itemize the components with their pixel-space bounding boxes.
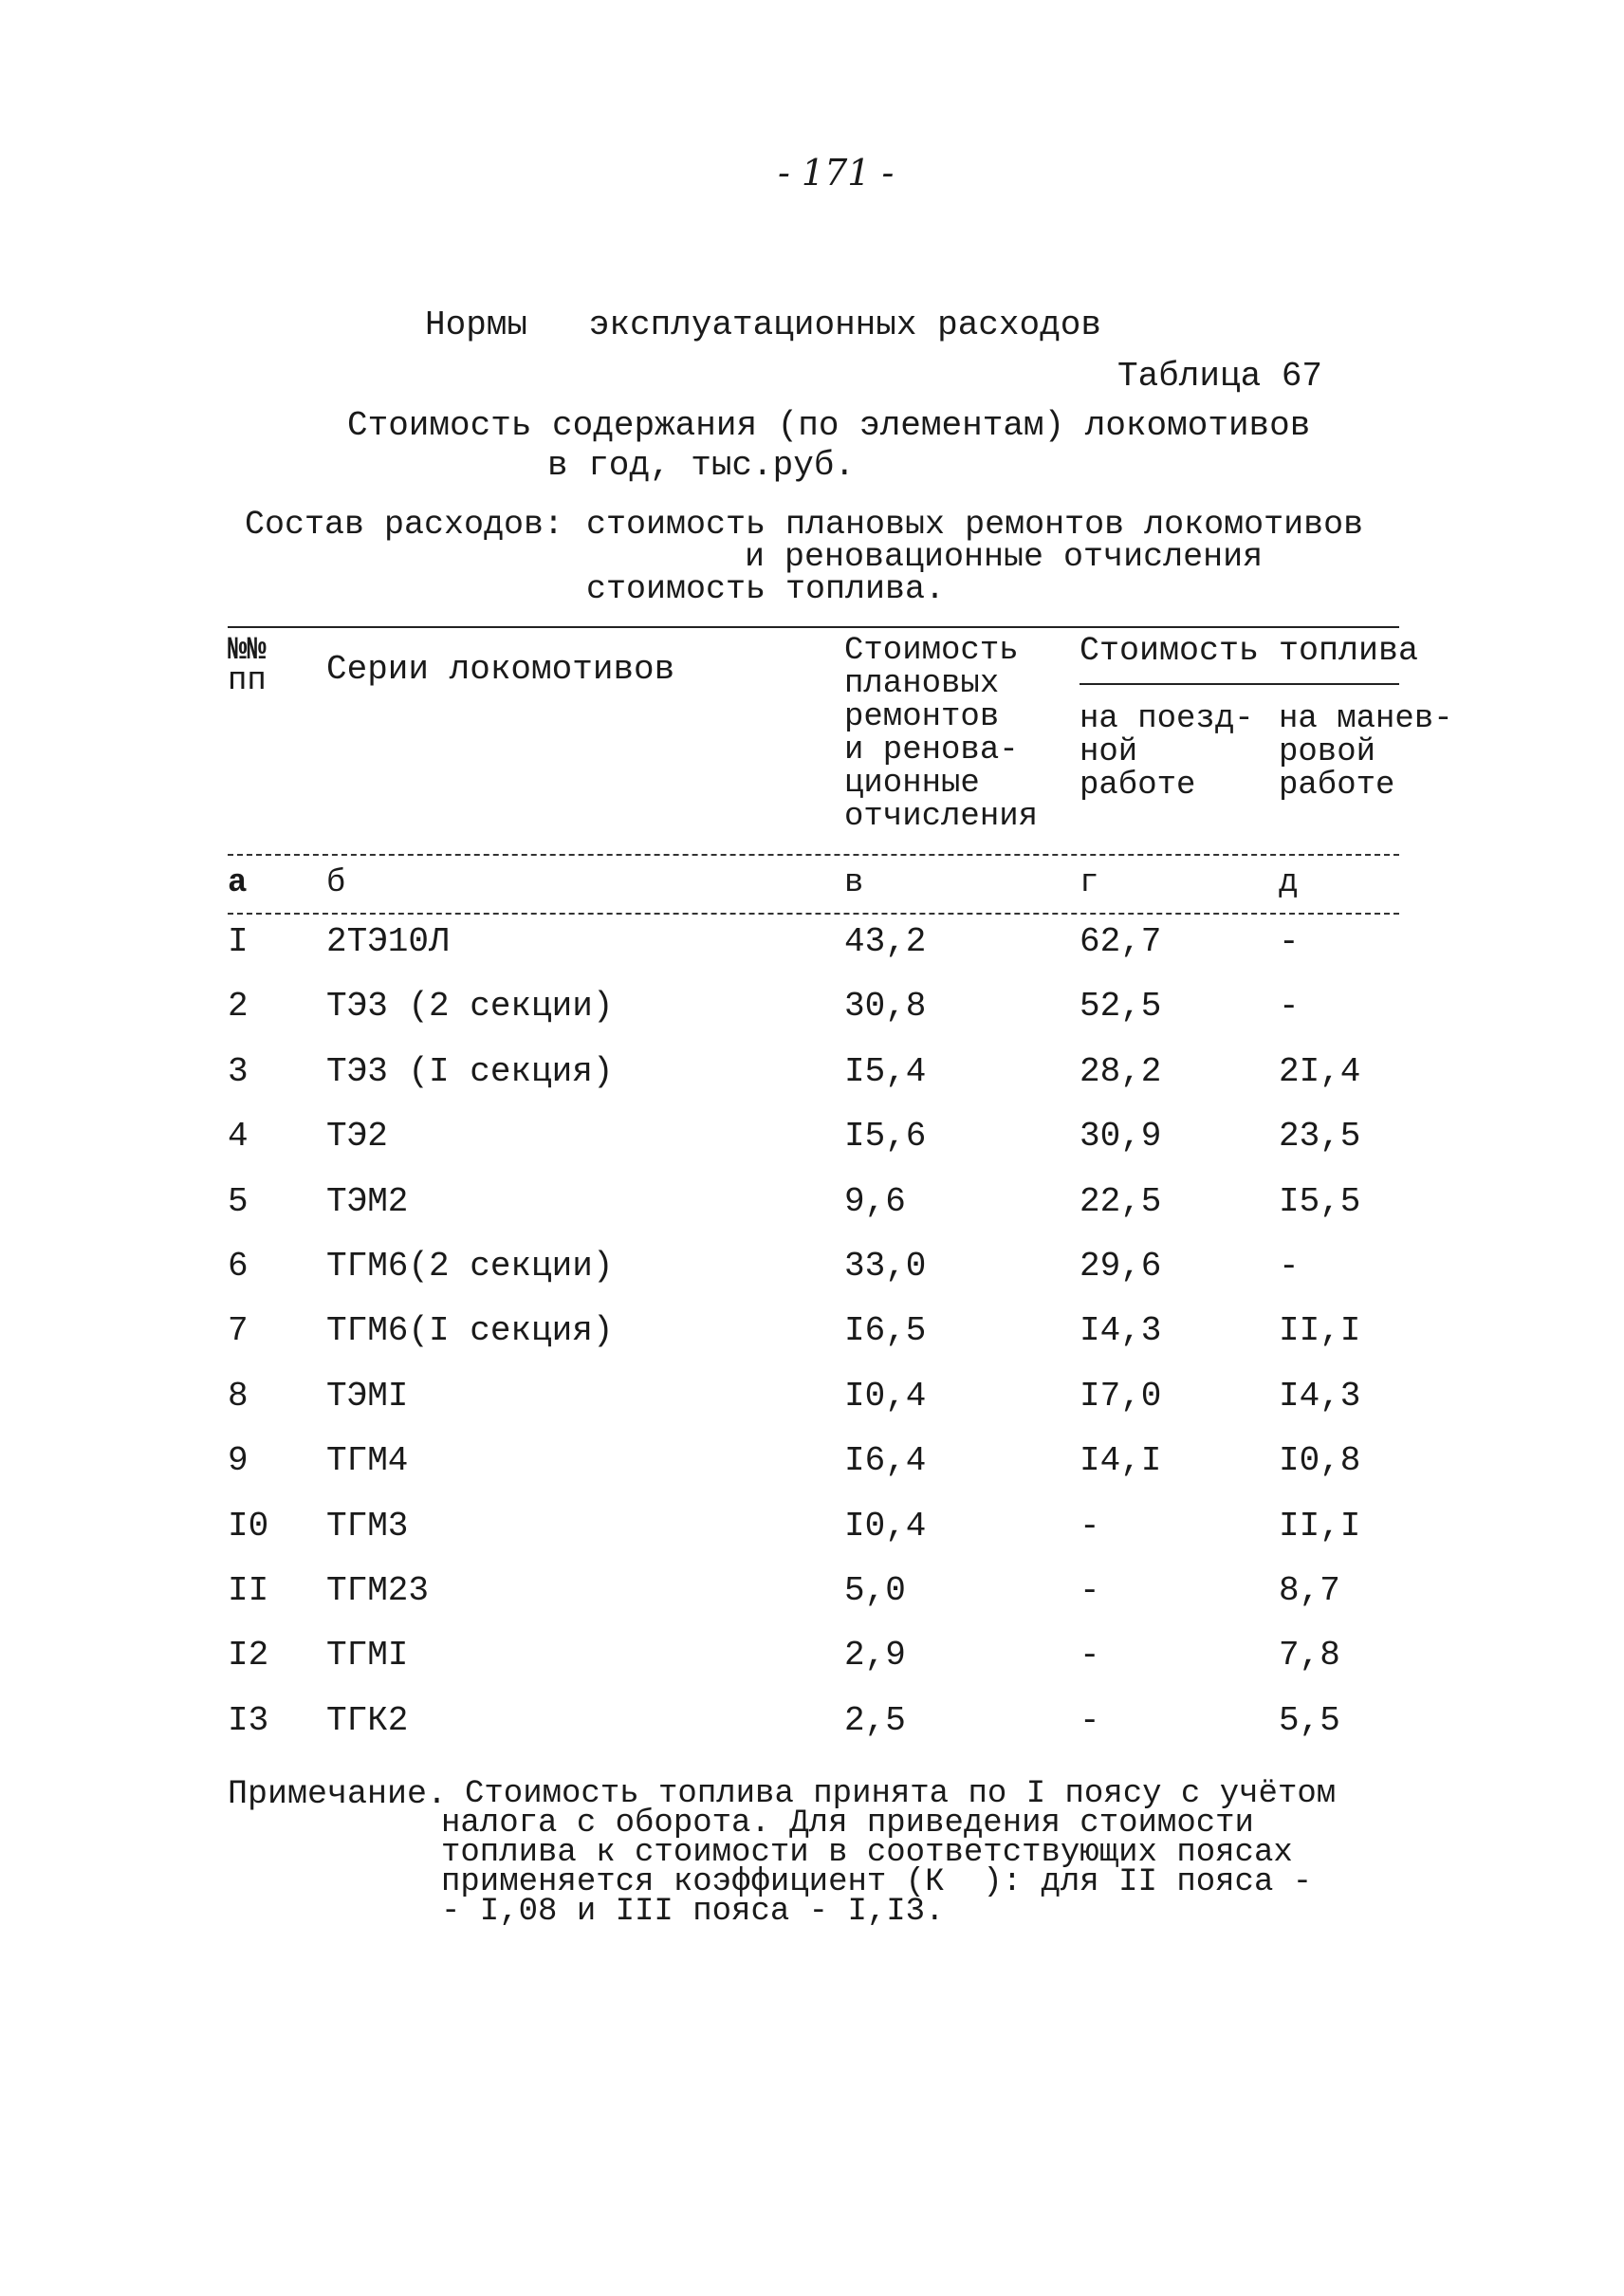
row-fuel-shunting: - xyxy=(1279,1247,1300,1286)
header-fuel-train: на поезд- xyxy=(1080,701,1254,737)
row-fuel-train: 62,7 xyxy=(1080,922,1162,961)
table-top-rule xyxy=(228,626,1399,628)
row-number: 4 xyxy=(228,1117,249,1156)
row-series: ТГМ3 xyxy=(326,1507,409,1546)
row-number: 9 xyxy=(228,1441,249,1480)
row-fuel-train: - xyxy=(1080,1636,1100,1675)
table-subtitle-line: в год, тыс.руб. xyxy=(547,446,856,485)
row-repair-cost: 30,8 xyxy=(844,987,927,1026)
column-letter: в xyxy=(844,865,864,901)
row-fuel-train: 28,2 xyxy=(1080,1052,1162,1091)
header-num: №№ xyxy=(228,633,267,669)
row-series: ТГМI xyxy=(326,1636,409,1675)
row-repair-cost: 9,6 xyxy=(844,1182,906,1221)
row-number: I0 xyxy=(228,1507,269,1546)
note-line: применяется коэффициент (К ): для II пояса - xyxy=(441,1864,1313,1900)
row-number: 5 xyxy=(228,1182,249,1221)
note-line: топлива к стоимости в соответствующих поясах xyxy=(441,1835,1293,1871)
row-fuel-shunting: - xyxy=(1279,922,1300,961)
row-fuel-shunting: 2I,4 xyxy=(1279,1052,1361,1091)
row-fuel-train: 30,9 xyxy=(1080,1117,1162,1156)
note-line: Стоимость топлива принята по I поясу с учётом xyxy=(465,1776,1337,1812)
composition-line: стоимость плановых ремонтов локомотивов xyxy=(586,506,1364,544)
row-number: 3 xyxy=(228,1052,249,1091)
header-repair: Стоимость xyxy=(844,633,1019,669)
row-repair-cost: I0,4 xyxy=(844,1507,927,1546)
header-fuel-rule xyxy=(1080,683,1399,685)
row-fuel-shunting: 23,5 xyxy=(1279,1117,1361,1156)
row-fuel-train: 22,5 xyxy=(1080,1182,1162,1221)
row-fuel-train: I7,0 xyxy=(1080,1377,1162,1416)
row-fuel-shunting: - xyxy=(1279,987,1300,1026)
row-fuel-train: - xyxy=(1080,1701,1100,1740)
row-series: ТЭМ2 xyxy=(326,1182,409,1221)
row-series: ТГМ23 xyxy=(326,1571,430,1610)
header-fuel-shunting: работе xyxy=(1279,768,1395,804)
header-fuel-train: работе xyxy=(1080,768,1196,804)
note-line: налога с оборота. Для приведения стоимости xyxy=(441,1805,1254,1842)
row-repair-cost: 43,2 xyxy=(844,922,927,961)
row-series: ТГМ4 xyxy=(326,1441,409,1480)
row-repair-cost: I6,5 xyxy=(844,1311,927,1350)
row-repair-cost: 33,0 xyxy=(844,1247,927,1286)
composition-label: Состав расходов: xyxy=(245,506,564,544)
column-letter: а xyxy=(228,865,248,901)
row-repair-cost: 2,5 xyxy=(844,1701,906,1740)
column-letter: б xyxy=(326,865,346,901)
row-fuel-train: 29,6 xyxy=(1080,1247,1162,1286)
table-subtitle-line: Стоимость содержания (по элементам) локомотивов xyxy=(347,406,1311,445)
row-fuel-shunting: 7,8 xyxy=(1279,1636,1340,1675)
row-number: I3 xyxy=(228,1701,269,1740)
row-number: I2 xyxy=(228,1636,269,1675)
row-series: ТЭ3 (I секция) xyxy=(326,1052,614,1091)
row-fuel-shunting: II,I xyxy=(1279,1507,1361,1546)
row-series: ТГМ6(2 секции) xyxy=(326,1247,614,1286)
header-fuel-shunting: на манев- xyxy=(1279,701,1453,737)
row-series: ТЭ2 xyxy=(326,1117,388,1156)
header-fuel-train: ной xyxy=(1080,734,1138,770)
row-fuel-shunting: 8,7 xyxy=(1279,1571,1340,1610)
header-bottom-rule xyxy=(228,854,1399,856)
header-repair: ционные xyxy=(844,766,980,802)
header-repair: плановых xyxy=(844,666,1000,702)
composition-line: и реновационные отчисления xyxy=(745,538,1264,576)
row-fuel-train: I4,I xyxy=(1080,1441,1162,1480)
page-title: Нормы эксплуатационных расходов xyxy=(425,306,1101,344)
row-series: ТГМ6(I секция) xyxy=(326,1311,614,1350)
header-series: Серии локомотивов xyxy=(326,650,675,689)
row-number: II xyxy=(228,1571,269,1610)
row-fuel-shunting: I5,5 xyxy=(1279,1182,1361,1221)
header-fuel-group: Стоимость топлива xyxy=(1080,632,1419,670)
column-letter: д xyxy=(1279,865,1299,901)
header-repair: и ренова- xyxy=(844,732,1019,768)
row-repair-cost: I6,4 xyxy=(844,1441,927,1480)
row-repair-cost: 5,0 xyxy=(844,1571,906,1610)
row-fuel-shunting: I4,3 xyxy=(1279,1377,1361,1416)
note-line: - I,08 и III пояса - I,I3. xyxy=(441,1894,945,1930)
header-fuel-shunting: ровой xyxy=(1279,734,1376,770)
header-num: пп xyxy=(228,663,267,699)
column-letter: г xyxy=(1080,865,1099,901)
row-number: 7 xyxy=(228,1311,249,1350)
row-fuel-train: - xyxy=(1080,1507,1100,1546)
row-fuel-train: - xyxy=(1080,1571,1100,1610)
row-number: 2 xyxy=(228,987,249,1026)
row-fuel-train: I4,3 xyxy=(1080,1311,1162,1350)
header-repair: отчисления xyxy=(844,799,1039,835)
header-repair: ремонтов xyxy=(844,699,1000,735)
row-number: 8 xyxy=(228,1377,249,1416)
row-fuel-shunting: 5,5 xyxy=(1279,1701,1340,1740)
row-series: 2ТЭ10Л xyxy=(326,922,450,961)
row-fuel-train: 52,5 xyxy=(1080,987,1162,1026)
row-number: I xyxy=(228,922,249,961)
row-repair-cost: I5,4 xyxy=(844,1052,927,1091)
page-number: - 171 - xyxy=(778,152,895,194)
table-label: Таблица 67 xyxy=(1117,357,1323,396)
row-repair-cost: 2,9 xyxy=(844,1636,906,1675)
row-series: ТЭ3 (2 секции) xyxy=(326,987,614,1026)
letters-bottom-rule xyxy=(228,913,1399,915)
composition-line: стоимость топлива. xyxy=(586,570,946,608)
row-fuel-shunting: I0,8 xyxy=(1279,1441,1361,1480)
row-number: 6 xyxy=(228,1247,249,1286)
row-repair-cost: I5,6 xyxy=(844,1117,927,1156)
note-label: Примечание. xyxy=(228,1775,448,1813)
row-repair-cost: I0,4 xyxy=(844,1377,927,1416)
row-series: ТЭМI xyxy=(326,1377,409,1416)
row-fuel-shunting: II,I xyxy=(1279,1311,1361,1350)
row-series: ТГК2 xyxy=(326,1701,409,1740)
